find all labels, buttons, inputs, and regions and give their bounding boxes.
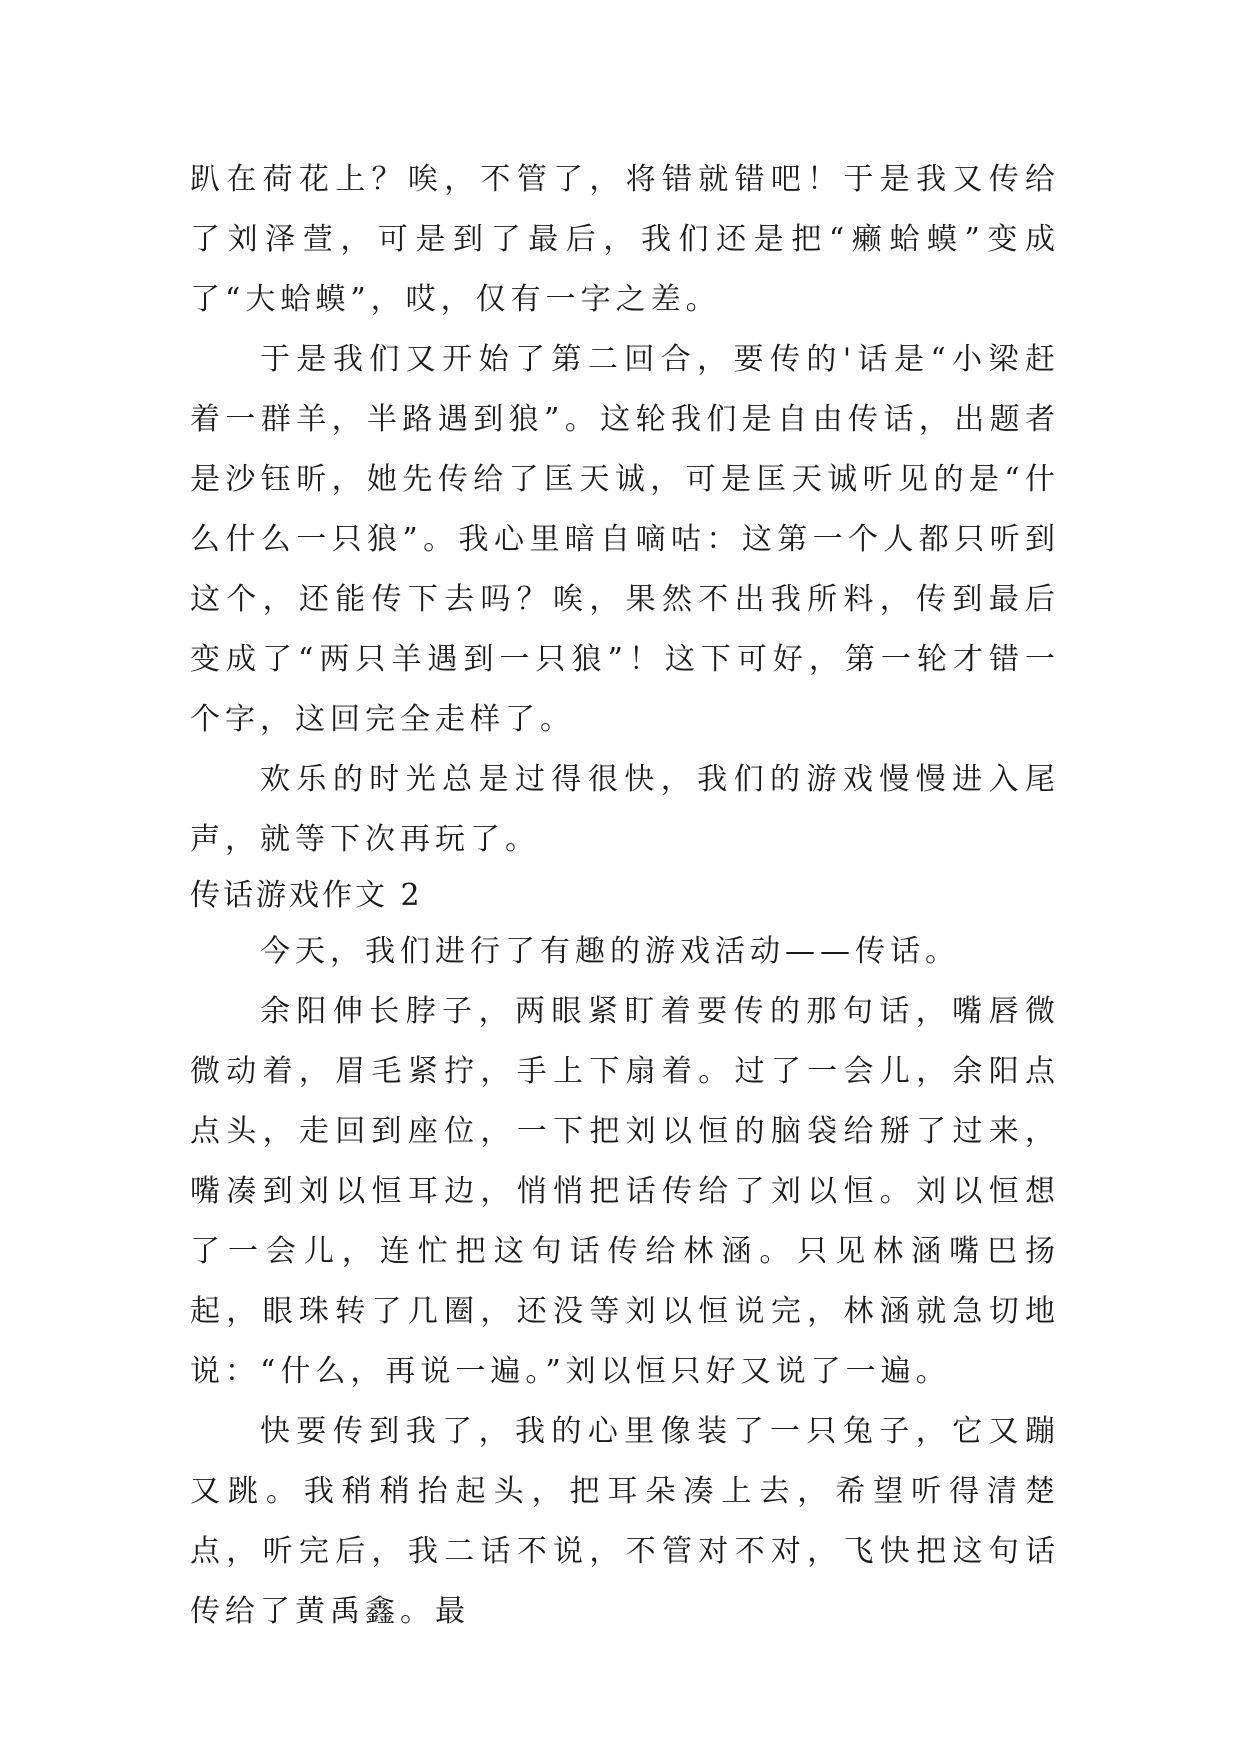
paragraph-second-round: 于是我们又开始了第二回合，要传的'话是“小梁赶着一群羊，半路遇到狼”。这轮我们是自由传话，出题者是沙钰昕，她先传给了匡天诚，可是匡天诚听见的是“什么什么一只狼”。我心里暗自嘀咕：这第一个人都只听到这个，还能传下去吗？唉，果然不出我所料，传到最后变成了“两只羊遇到一只狼”！这下可好，第一轮才错一个字，这回完全走样了。 [190, 342, 1060, 737]
paragraph-yuyang: 余阳伸长脖子，两眼紧盯着要传的那句话，嘴唇微微动着，眉毛紧拧，手上下扇着。过了一会儿，余阳点点头，走回到座位，一下把刘以恒的脑袋给掰了过来，嘴凑到刘以恒耳边，悄悄把话传给了刘以恒。刘以恒想了一会儿，连忙把这句话传给林涵。只见林涵嘴巴扬起，眼珠转了几圈，还没等刘以恒说完，林涵就急切地说：“什么，再说一遍。”刘以恒只好又说了一遍。 [190, 994, 1060, 1389]
document-page [190, 150, 1060, 1642]
paragraph-continued: 趴在荷花上？唉，不管了，将错就错吧！于是我又传给了刘泽萱，可是到了最后，我们还是把“癞蛤蟆”变成了“大蛤蟆”，哎，仅有一字之差。 [190, 162, 1060, 317]
paragraph-my-turn: 快要传到我了，我的心里像装了一只兔子，它又蹦又跳。我稍稍抬起头，把耳朵凑上去，希望听得清楚点，听完后，我二话不说，不管对不对，飞快把这句话传给了黄禹鑫。最 [190, 1414, 1060, 1629]
section-title: 传话游戏作文 2 [190, 878, 423, 913]
paragraph-ending: 欢乐的时光总是过得很快，我们的游戏慢慢进入尾声，就等下次再玩了。 [190, 762, 1060, 857]
paragraph-intro: 今天，我们进行了有趣的游戏活动——传话。 [260, 934, 960, 969]
